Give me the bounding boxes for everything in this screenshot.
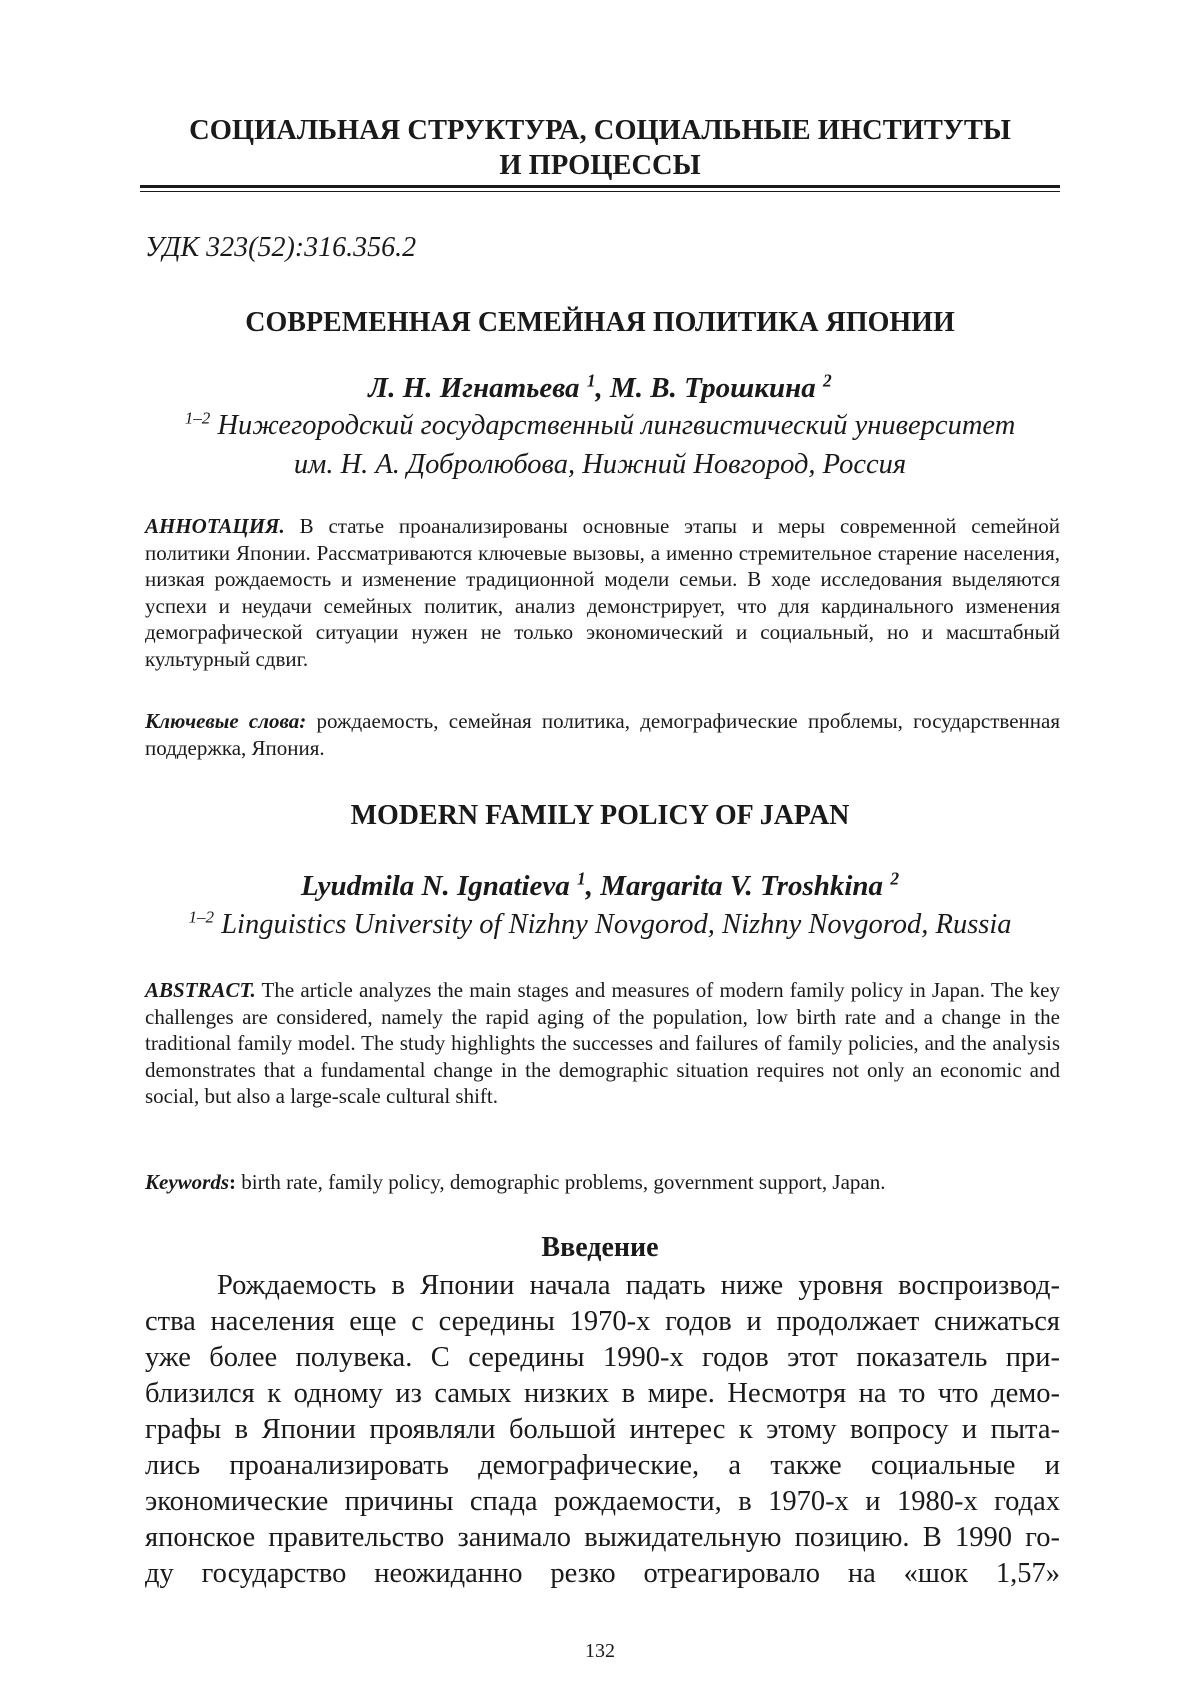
article-title-ru: СОВРЕМЕННАЯ СЕМЕЙНАЯ ПОЛИТИКА ЯПОНИИ [140, 307, 1060, 339]
affiliation-ru-line2: им. Н. А. Добролюбова, Нижний Новгород, Россия [140, 445, 1060, 484]
intro-line: Рождаемость в Японии начала падать ниже уровня воспроизвод- [145, 1268, 1060, 1304]
intro-line: графы в Японии проявляли большой интерес к этому вопросу и пыта- [145, 1412, 1060, 1448]
authors-en [140, 870, 1060, 903]
keywords-ru-text: рождаемость, семейная политика, демографические проблемы, госу­дарственная поддержка, Япония. [145, 709, 1060, 760]
intro-line: ду государство неожиданно резко отреагировало на «шок 1,57» [145, 1556, 1060, 1592]
abstract-en-text: The article analyzes the main stages and measures of modern family policy in Japan. The key challenges are considered, namely the rapid aging of the population, low birth rate and a change in the traditional family model. The study highlights the successes and fail­ures of family policies, and the analysis demonstrates that a fundamental change in the demo­graphic situation requires not only an economic and social, but also a large-scale cultural shift. [145, 978, 1060, 1108]
affiliation-ru [140, 406, 1060, 484]
affiliation-ru-line1: Нижегородский государственный лингвистический университет [217, 410, 1015, 441]
authors-ru [140, 372, 1060, 405]
affiliation-en [140, 905, 1060, 944]
intro-heading: Введение [140, 1232, 1060, 1264]
abstract-ru-text: В статье проанализированы основные этапы и меры современной се­mейной политики Японии. Рассматриваются ключевые вызовы, а именно стремитель­ное старение населения, низкая рождаемость и изменение традиционной модели семьи. В ходе исследования выделяются успехи и неудачи семейных политик, анализ демон­стрирует, что для кардинального изменения демографической ситуации нужен не толь­ко экономический и социальный, но и масштабный культурный сдвиг. [145, 514, 1060, 671]
affiliation-ru-marker: 1–2 [185, 409, 211, 428]
header-rule-thick [140, 185, 1060, 188]
section-header [140, 113, 1060, 183]
author1-en-marker: 1 [577, 868, 586, 888]
header-rule-thin [140, 191, 1060, 192]
keywords-en-label: Keywords [145, 1170, 229, 1194]
intro-line: японское правительство занимало выжидательную позицию. В 1990 го- [145, 1520, 1060, 1556]
affiliation-en-line1: Linguistics University of Nizhny Novgorod, Nizhny Novgorod, Russia [221, 909, 1011, 940]
section-header-line1: СОЦИАЛЬНАЯ СТРУКТУРА, СОЦИАЛЬНЫЕ ИНСТИТУТЫ [140, 113, 1060, 148]
keywords-ru [145, 708, 1060, 761]
keywords-ru-label: Ключевые слова: [145, 709, 306, 733]
section-header-line2: И ПРОЦЕССЫ [140, 148, 1060, 183]
author1-ru: Л. Н. Игнатьева [368, 372, 579, 404]
keywords-en-text: birth rate, family policy, demographic problems, government support, Japan. [241, 1170, 885, 1194]
abstract-ru-label: АННОТАЦИЯ. [145, 514, 285, 538]
abstract-en-label: ABSTRACT. [145, 978, 256, 1002]
keywords-en-colon: : [229, 1170, 236, 1194]
authors-en-separator: , [586, 870, 601, 902]
abstract-ru [145, 513, 1060, 672]
author2-en: Margarita V. Troshkina [600, 870, 883, 902]
author2-en-marker: 2 [890, 868, 899, 888]
intro-paragraph [145, 1268, 1060, 1592]
intro-line: ства населения еще с середины 1970-х годов и продолжает снижаться [145, 1304, 1060, 1340]
intro-line: лись проанализировать демографические, а также социальные и [145, 1448, 1060, 1484]
abstract-en [145, 977, 1060, 1110]
article-title-en: MODERN FAMILY POLICY OF JAPAN [140, 800, 1060, 832]
keywords-en [145, 1169, 1060, 1196]
journal-page [0, 0, 1200, 1698]
udk-code: УДК 323(52):316.356.2 [145, 232, 416, 264]
page-number: 132 [0, 1640, 1200, 1663]
intro-line: экономические причины спада рождаемости, в 1970-х и 1980-х годах [145, 1484, 1060, 1520]
author1-en: Lyudmila N. Ignatieva [301, 870, 570, 902]
author2-ru: М. В. Трошкина [610, 372, 816, 404]
intro-line: близился к одному из самых низких в мире. Несмотря на то что демо- [145, 1376, 1060, 1412]
author1-ru-marker: 1 [587, 370, 596, 390]
intro-line: уже более полувека. С середины 1990-х годов этот показатель при- [145, 1340, 1060, 1376]
author2-ru-marker: 2 [823, 370, 832, 390]
authors-ru-separator: , [596, 372, 611, 404]
affiliation-en-marker: 1–2 [188, 908, 214, 927]
